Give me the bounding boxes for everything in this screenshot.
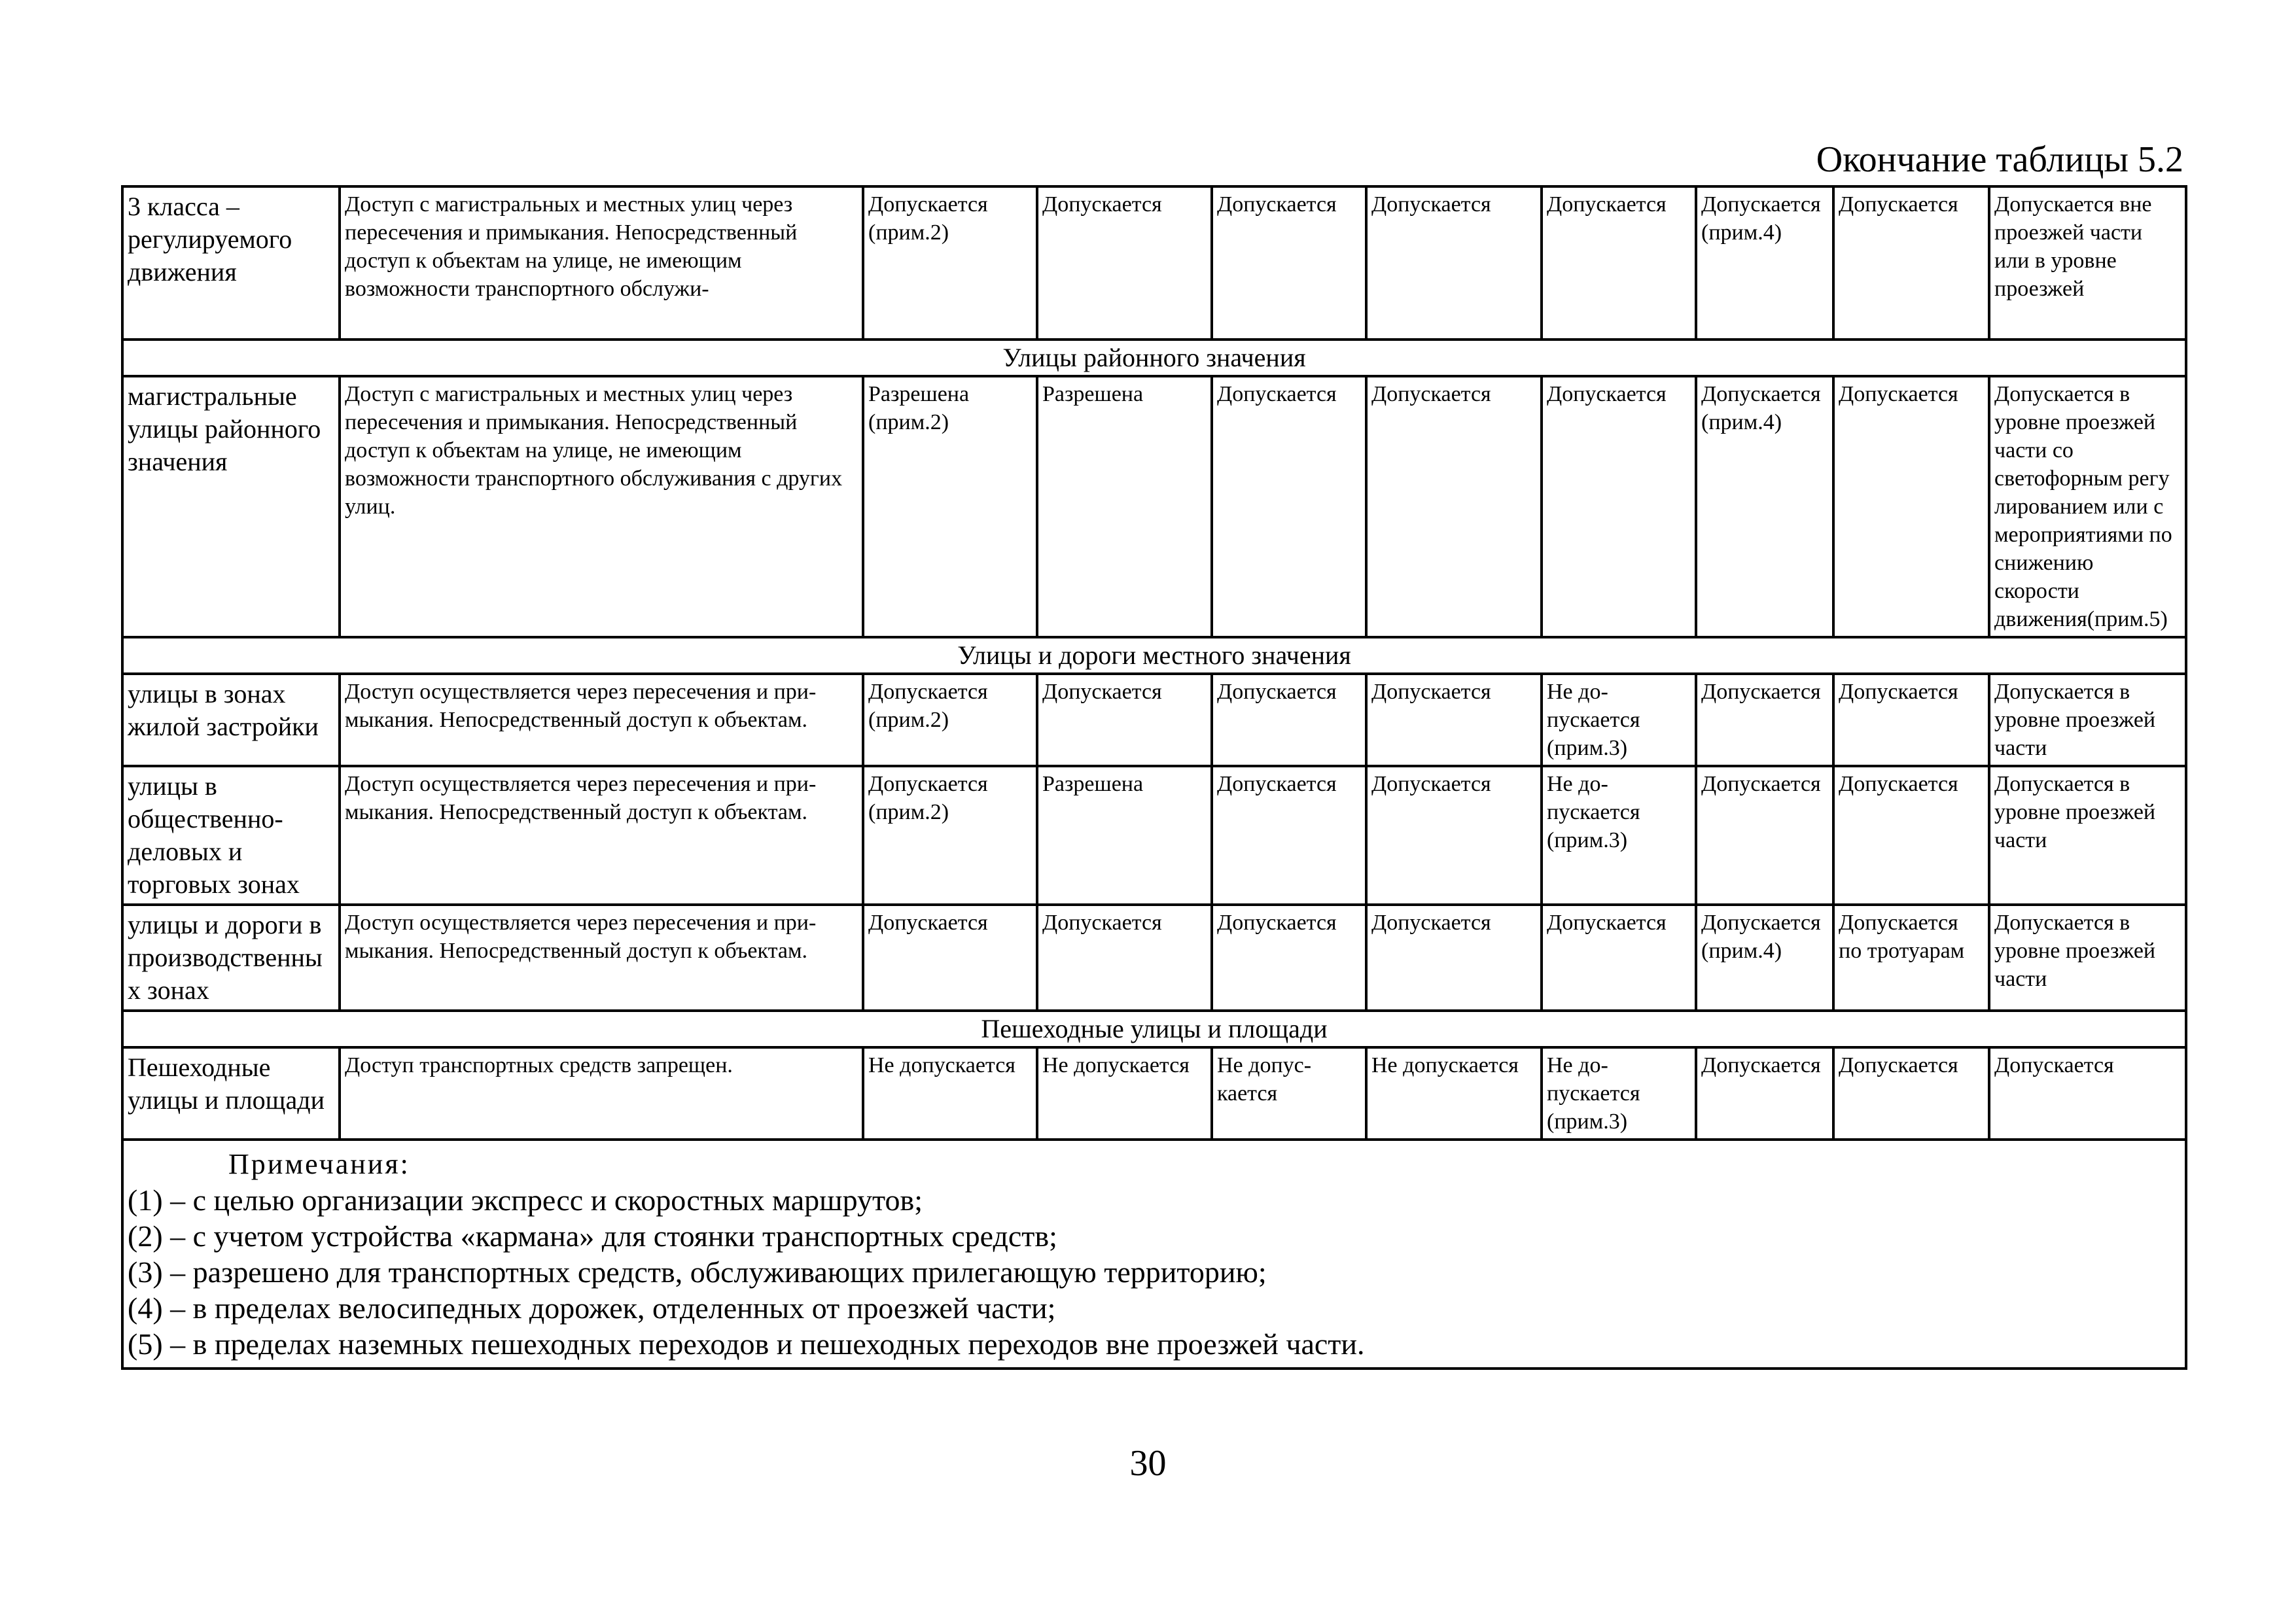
table-cell: Допускается в уровне проезжей части bbox=[1989, 766, 2186, 905]
row-category: улицы в общественно-деловых и торговых зонах bbox=[122, 766, 340, 905]
table-caption: Окончание таблицы 5.2 bbox=[1816, 139, 2183, 180]
table-cell: Допускается bbox=[1833, 766, 1989, 905]
section-row bbox=[122, 340, 2186, 376]
table-cell: Допускается bbox=[1212, 905, 1366, 1011]
table-cell: Не до-пускается (прим.3) bbox=[1542, 674, 1696, 766]
row-category: 3 класса – регулируемого движения bbox=[122, 186, 340, 340]
table-cell: Допускается в уровне проезжей части bbox=[1989, 674, 2186, 766]
table-cell: Допускается bbox=[1696, 1047, 1833, 1140]
note-item: (5) – в пределах наземных пешеходных переходов и пешеходных переходов вне проезжей части. bbox=[128, 1327, 1365, 1361]
table-cell: Допускается bbox=[1366, 186, 1542, 340]
table-cell: Допускается bbox=[1037, 186, 1212, 340]
notes-cell bbox=[122, 1140, 2186, 1369]
row-description: Доступ осуществляется через пересечения и при-мыкания. Непосредственный доступ к объектам. bbox=[340, 905, 863, 1011]
table-row bbox=[122, 376, 2186, 637]
table-cell: Допускается bbox=[1989, 1047, 2186, 1140]
regulations-table bbox=[121, 185, 2187, 1370]
table-cell: Разрешена (прим.2) bbox=[863, 376, 1037, 637]
row-description: Доступ осуществляется через пересечения и при-мыкания. Непосредственный доступ к объектам. bbox=[340, 674, 863, 766]
table-cell: Допускается bbox=[1542, 376, 1696, 637]
row-category: улицы в зонах жилой застройки bbox=[122, 674, 340, 766]
table-cell: Допускается bbox=[1037, 905, 1212, 1011]
note-item: (3) – разрешено для транспортных средств, обслуживающих прилегающую территорию; bbox=[128, 1255, 1267, 1289]
table-cell: Разрешена bbox=[1037, 766, 1212, 905]
table-cell: Допускается (прим.4) bbox=[1696, 186, 1833, 340]
note-item: (1) – с целью организации экспресс и скоростных маршрутов; bbox=[128, 1183, 923, 1217]
table-cell: Не допускается bbox=[863, 1047, 1037, 1140]
table-cell: Допускается bbox=[1037, 674, 1212, 766]
table-cell: Допускается bbox=[1366, 376, 1542, 637]
table-cell: Допускается bbox=[1366, 674, 1542, 766]
table-cell: Допускается bbox=[1696, 674, 1833, 766]
table-cell: Допускается bbox=[1212, 376, 1366, 637]
table-cell: Допускается bbox=[1212, 766, 1366, 905]
table-cell: Допускается (прим.2) bbox=[863, 186, 1037, 340]
page-number: 30 bbox=[1129, 1443, 1167, 1484]
table-cell: Допускается bbox=[1542, 905, 1696, 1011]
row-description: Доступ осуществляется через пересечения и при-мыкания. Непосредственный доступ к объектам. bbox=[340, 766, 863, 905]
row-description: Доступ с магистральных и местных улиц через пересечения и примыкания. Непосредственный доступ к объектам на улице, не имеющим возможности транспортного обслужи- bbox=[340, 186, 863, 340]
section-row bbox=[122, 1011, 2186, 1047]
table-cell: Допускается вне проезжей части или в уровне проезжей bbox=[1989, 186, 2186, 340]
table-cell: Допускается bbox=[1366, 905, 1542, 1011]
table-row bbox=[122, 186, 2186, 340]
section-heading: Пешеходные улицы и площади bbox=[122, 1011, 2186, 1047]
table-cell: Допускается bbox=[1212, 186, 1366, 340]
table-cell: Допускается в уровне проезжей части со светофорным регу лированием или с мероприятиями по снижению скорости движения(прим.5) bbox=[1989, 376, 2186, 637]
table-cell: Не допус-кается bbox=[1212, 1047, 1366, 1140]
table-cell: Разрешена bbox=[1037, 376, 1212, 637]
row-description: Доступ с магистральных и местных улиц через пересечения и примыкания. Непосредственный доступ к объектам на улице, не имеющим возможности транспортного обслуживания с других улиц. bbox=[340, 376, 863, 637]
note-item: (2) – с учетом устройства «кармана» для стоянки транспортных средств; bbox=[128, 1219, 1057, 1253]
table-cell: Допускается (прим.2) bbox=[863, 674, 1037, 766]
table-cell: Не допускается bbox=[1037, 1047, 1212, 1140]
row-category: улицы и дороги в производственны х зонах bbox=[122, 905, 340, 1011]
table-cell: Не допускается bbox=[1366, 1047, 1542, 1140]
table-row bbox=[122, 1047, 2186, 1140]
table-cell: Допускается bbox=[1833, 186, 1989, 340]
table-cell: Допускается (прим.4) bbox=[1696, 905, 1833, 1011]
note-item: (4) – в пределах велосипедных дорожек, отделенных от проезжей части; bbox=[128, 1291, 1056, 1325]
table-row bbox=[122, 905, 2186, 1011]
table-cell: Допускается по тротуарам bbox=[1833, 905, 1989, 1011]
notes-title: Примечания: bbox=[228, 1148, 410, 1180]
table-cell: Допускается bbox=[1696, 766, 1833, 905]
row-category: магистральные улицы районного значения bbox=[122, 376, 340, 637]
table-cell: Допускается (прим.2) bbox=[863, 766, 1037, 905]
table-cell: Не до-пускается (прим.3) bbox=[1542, 766, 1696, 905]
section-heading: Улицы и дороги местного значения bbox=[122, 637, 2186, 674]
table-cell: Допускается bbox=[1542, 186, 1696, 340]
section-row bbox=[122, 637, 2186, 674]
table-cell: Допускается bbox=[1366, 766, 1542, 905]
table-cell: Допускается bbox=[863, 905, 1037, 1011]
row-description: Доступ транспортных средств запрещен. bbox=[340, 1047, 863, 1140]
table-cell: Допускается bbox=[1833, 1047, 1989, 1140]
table-cell: Допускается в уровне проезжей части bbox=[1989, 905, 2186, 1011]
table-cell: Не до-пускается (прим.3) bbox=[1542, 1047, 1696, 1140]
table-cell: Допускается bbox=[1833, 674, 1989, 766]
table-cell: Допускается (прим.4) bbox=[1696, 376, 1833, 637]
table-cell: Допускается bbox=[1212, 674, 1366, 766]
row-category: Пешеходные улицы и площади bbox=[122, 1047, 340, 1140]
table-row bbox=[122, 766, 2186, 905]
table-cell: Допускается bbox=[1833, 376, 1989, 637]
notes-row bbox=[122, 1140, 2186, 1369]
table-row bbox=[122, 674, 2186, 766]
section-heading: Улицы районного значения bbox=[122, 340, 2186, 376]
